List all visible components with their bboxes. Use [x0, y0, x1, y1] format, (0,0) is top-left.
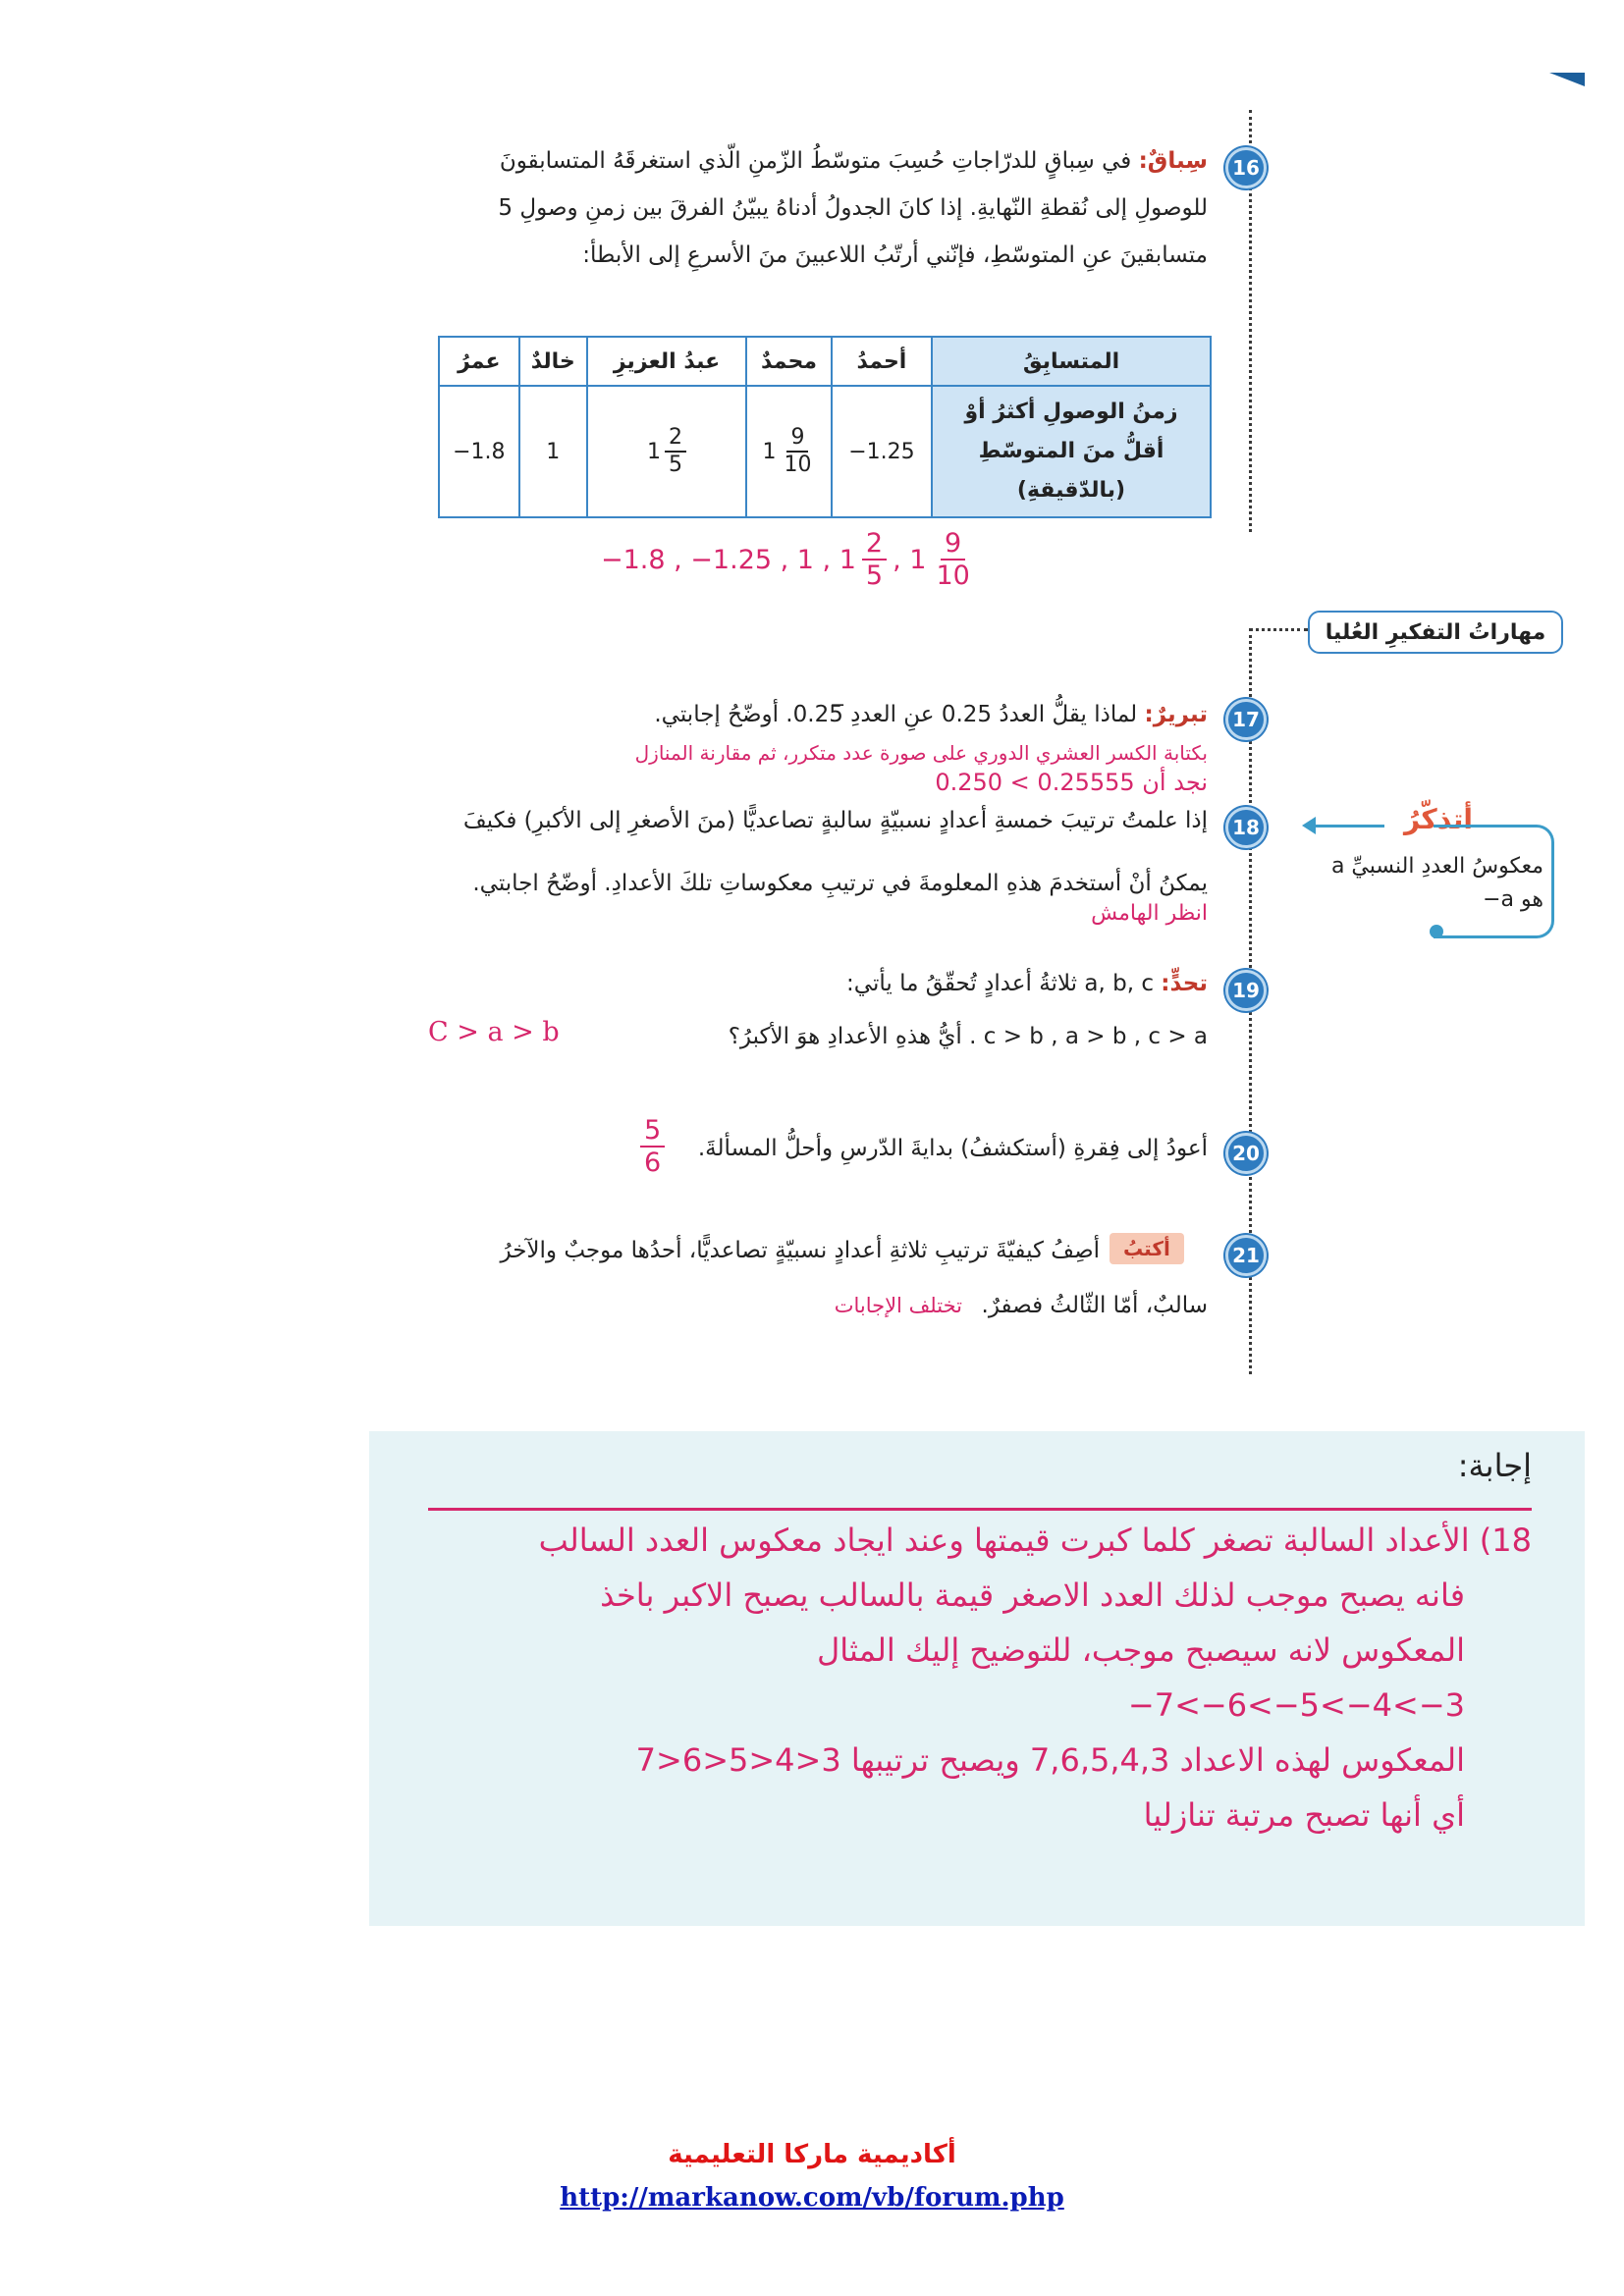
question-number-21: 21: [1225, 1235, 1267, 1276]
answer-box: [369, 1431, 1585, 1926]
question-16-keyword: سِباقٌ:: [1138, 148, 1208, 174]
remember-arrow-head: [1302, 817, 1316, 834]
answer-line: −7<−6<−5<−4<−3: [1127, 1686, 1465, 1724]
table-header-name: أحمدُ: [832, 337, 932, 386]
question-19-answer: C > a > b: [428, 1017, 560, 1047]
table-header-name: خالدٌ: [519, 337, 587, 386]
footer-link[interactable]: http://markanow.com/vb/forum.php: [560, 2183, 1064, 2213]
answer-line: المعكوس لانه سيصبح موجب، للتوضيح إليك المثال: [817, 1631, 1465, 1669]
answer-box-divider: [428, 1508, 1532, 1511]
question-19-keyword: تحدٍّ:: [1161, 971, 1208, 996]
answer-line: أي أنها تصبح مرتبة تنازليا: [1143, 1796, 1465, 1834]
table-header-row: [439, 337, 1211, 386]
hots-connector: [1249, 628, 1308, 631]
table-cell: 1 $\frac{9}{10}$: [746, 386, 832, 517]
remember-bracket: [1434, 825, 1554, 938]
question-number-16: 16: [1225, 147, 1267, 188]
question-21-text: أصِفُ كيفيّةَ ترتيبِ ثلاثةِ أعدادٍ نسبيّةٍ تصاعديًّا، أحدُها موجبٌ والآخرُ: [500, 1238, 1100, 1263]
question-17-answer: بكتابة الكسر العشري الدوري على صورة عدد متكرر، ثم مقارنة المنازل نجد أن 0.25555 > 0.250: [634, 741, 1208, 796]
answer-line: 18) الأعداد السالبة تصغر كلما كبرت قيمتها وعند ايجاد معكوس العدد السالب: [538, 1522, 1532, 1559]
question-number-17: 17: [1225, 699, 1267, 740]
question-number-20: 20: [1225, 1133, 1267, 1174]
remember-title: أتذكّرُ: [1404, 803, 1473, 835]
question-16-answer: −1.8 , −1.25 , 1 , 1 $\frac{2}{5}$ , 1 $\frac{9}{10}$: [601, 528, 970, 591]
question-18-answer: انظر الهامش: [1091, 901, 1208, 926]
question-number-19: 19: [1225, 970, 1267, 1011]
table-cell: 1: [519, 386, 587, 517]
table-header-name: محمدٌ: [746, 337, 832, 386]
question-19-text: تحدٍّ: a, b, c ثلاثةُ أعدادٍ تُحقّقُ ما يأتي: c > b , a > b , c > a . أيُّ هذهِ الأعدادِ هوَ الأكبرُ؟: [728, 971, 1208, 1049]
remember-dot: [1430, 925, 1443, 938]
higher-order-thinking-label: مهاراتُ التفكيرِ العُليا: [1308, 611, 1563, 654]
table-header-name: عبدُ العزيزِ: [587, 337, 746, 386]
question-21-text-line2: سالبٌ، أمّا الثّالثُ فصفرٌ.: [981, 1293, 1208, 1318]
question-20-text: أعودُ إلى فِقرةِ (أستكشفُ) بدايةَ الدّرسِ وأحلُّ المسألةَ.: [697, 1136, 1208, 1161]
question-number-18: 18: [1225, 807, 1267, 848]
remember-body: معكوسُ العددِ النسبيِّ a هو a−: [1330, 854, 1543, 912]
table-cell: −1.25: [832, 386, 932, 517]
table-header-name: عمرُ: [439, 337, 519, 386]
race-times-table: [438, 336, 1212, 518]
question-18-text: إذا علمتُ ترتيبَ خمسةِ أعدادٍ نسبيّةٍ سالبةٍ تصاعديًّا (منَ الأصغرِ إلى الأكبرِ) فكيفَ يمكنُ أنْ أستخدمَ هذهِ المعلومةَ في ترتيبِ معكوساتِ تلكَ الأعدادِ. أوضّحُ اجابتي.: [462, 808, 1208, 896]
answer-line: فانه يصبح موجب لذلك العدد الاصغر قيمة بالسالب يصبح الاكبر باخذ: [600, 1576, 1465, 1614]
question-17-text: تبريرٌ: لماذا يقلُّ العددُ 0.25 عنِ العددِ 0.25̅. أوضّحُ إجابتي.: [654, 702, 1208, 727]
answer-line: المعكوس لهذه الاعداد 7,6,5,4,3 ويصبح ترتيبها 3<4<5<6<7: [635, 1741, 1465, 1779]
footer-title: أكاديمية ماركا التعليمية: [668, 2140, 956, 2169]
remember-arrow: [1312, 825, 1384, 828]
table-row-label: زمنُ الوصولِ أكثرُ أوْ أقلُّ منَ المتوسّطِ (بالدّقيقةِ): [932, 386, 1211, 517]
question-20-answer: $\frac{5}{6}$: [640, 1117, 665, 1176]
answer-box-title: إجابة:: [1457, 1447, 1532, 1484]
table-cell: 1 $\frac{2}{5}$: [587, 386, 746, 517]
table-cell: −1.8: [439, 386, 519, 517]
question-17-keyword: تبريرٌ:: [1144, 702, 1208, 727]
table-value-row: [439, 386, 1211, 517]
table-header-label: المتسابِقُ: [932, 337, 1211, 386]
question-16-text: سِباقٌ: في سِباقٍ للدرّاجاتِ حُسِبَ متوسّطُ الزّمنِ الّذي استغرقَهُ المتسابقونَ للوصولِ إلى نُقطةِ النّهايةِ. إذا كانَ الجدولُ أدناهُ يبيّنُ الفرقَ بين زمنِ وصولِ 5 متسابقينَ عنِ المتوسّطِ، فإنّني أرتّبُ اللاعبينَ منَ الأسرعِ إلى الأبطأ:: [498, 148, 1208, 268]
question-21-answer: تختلف الإجابات: [834, 1294, 962, 1317]
write-tag: أكتبُ: [1110, 1233, 1184, 1264]
page-corner-mark: [1549, 73, 1585, 86]
